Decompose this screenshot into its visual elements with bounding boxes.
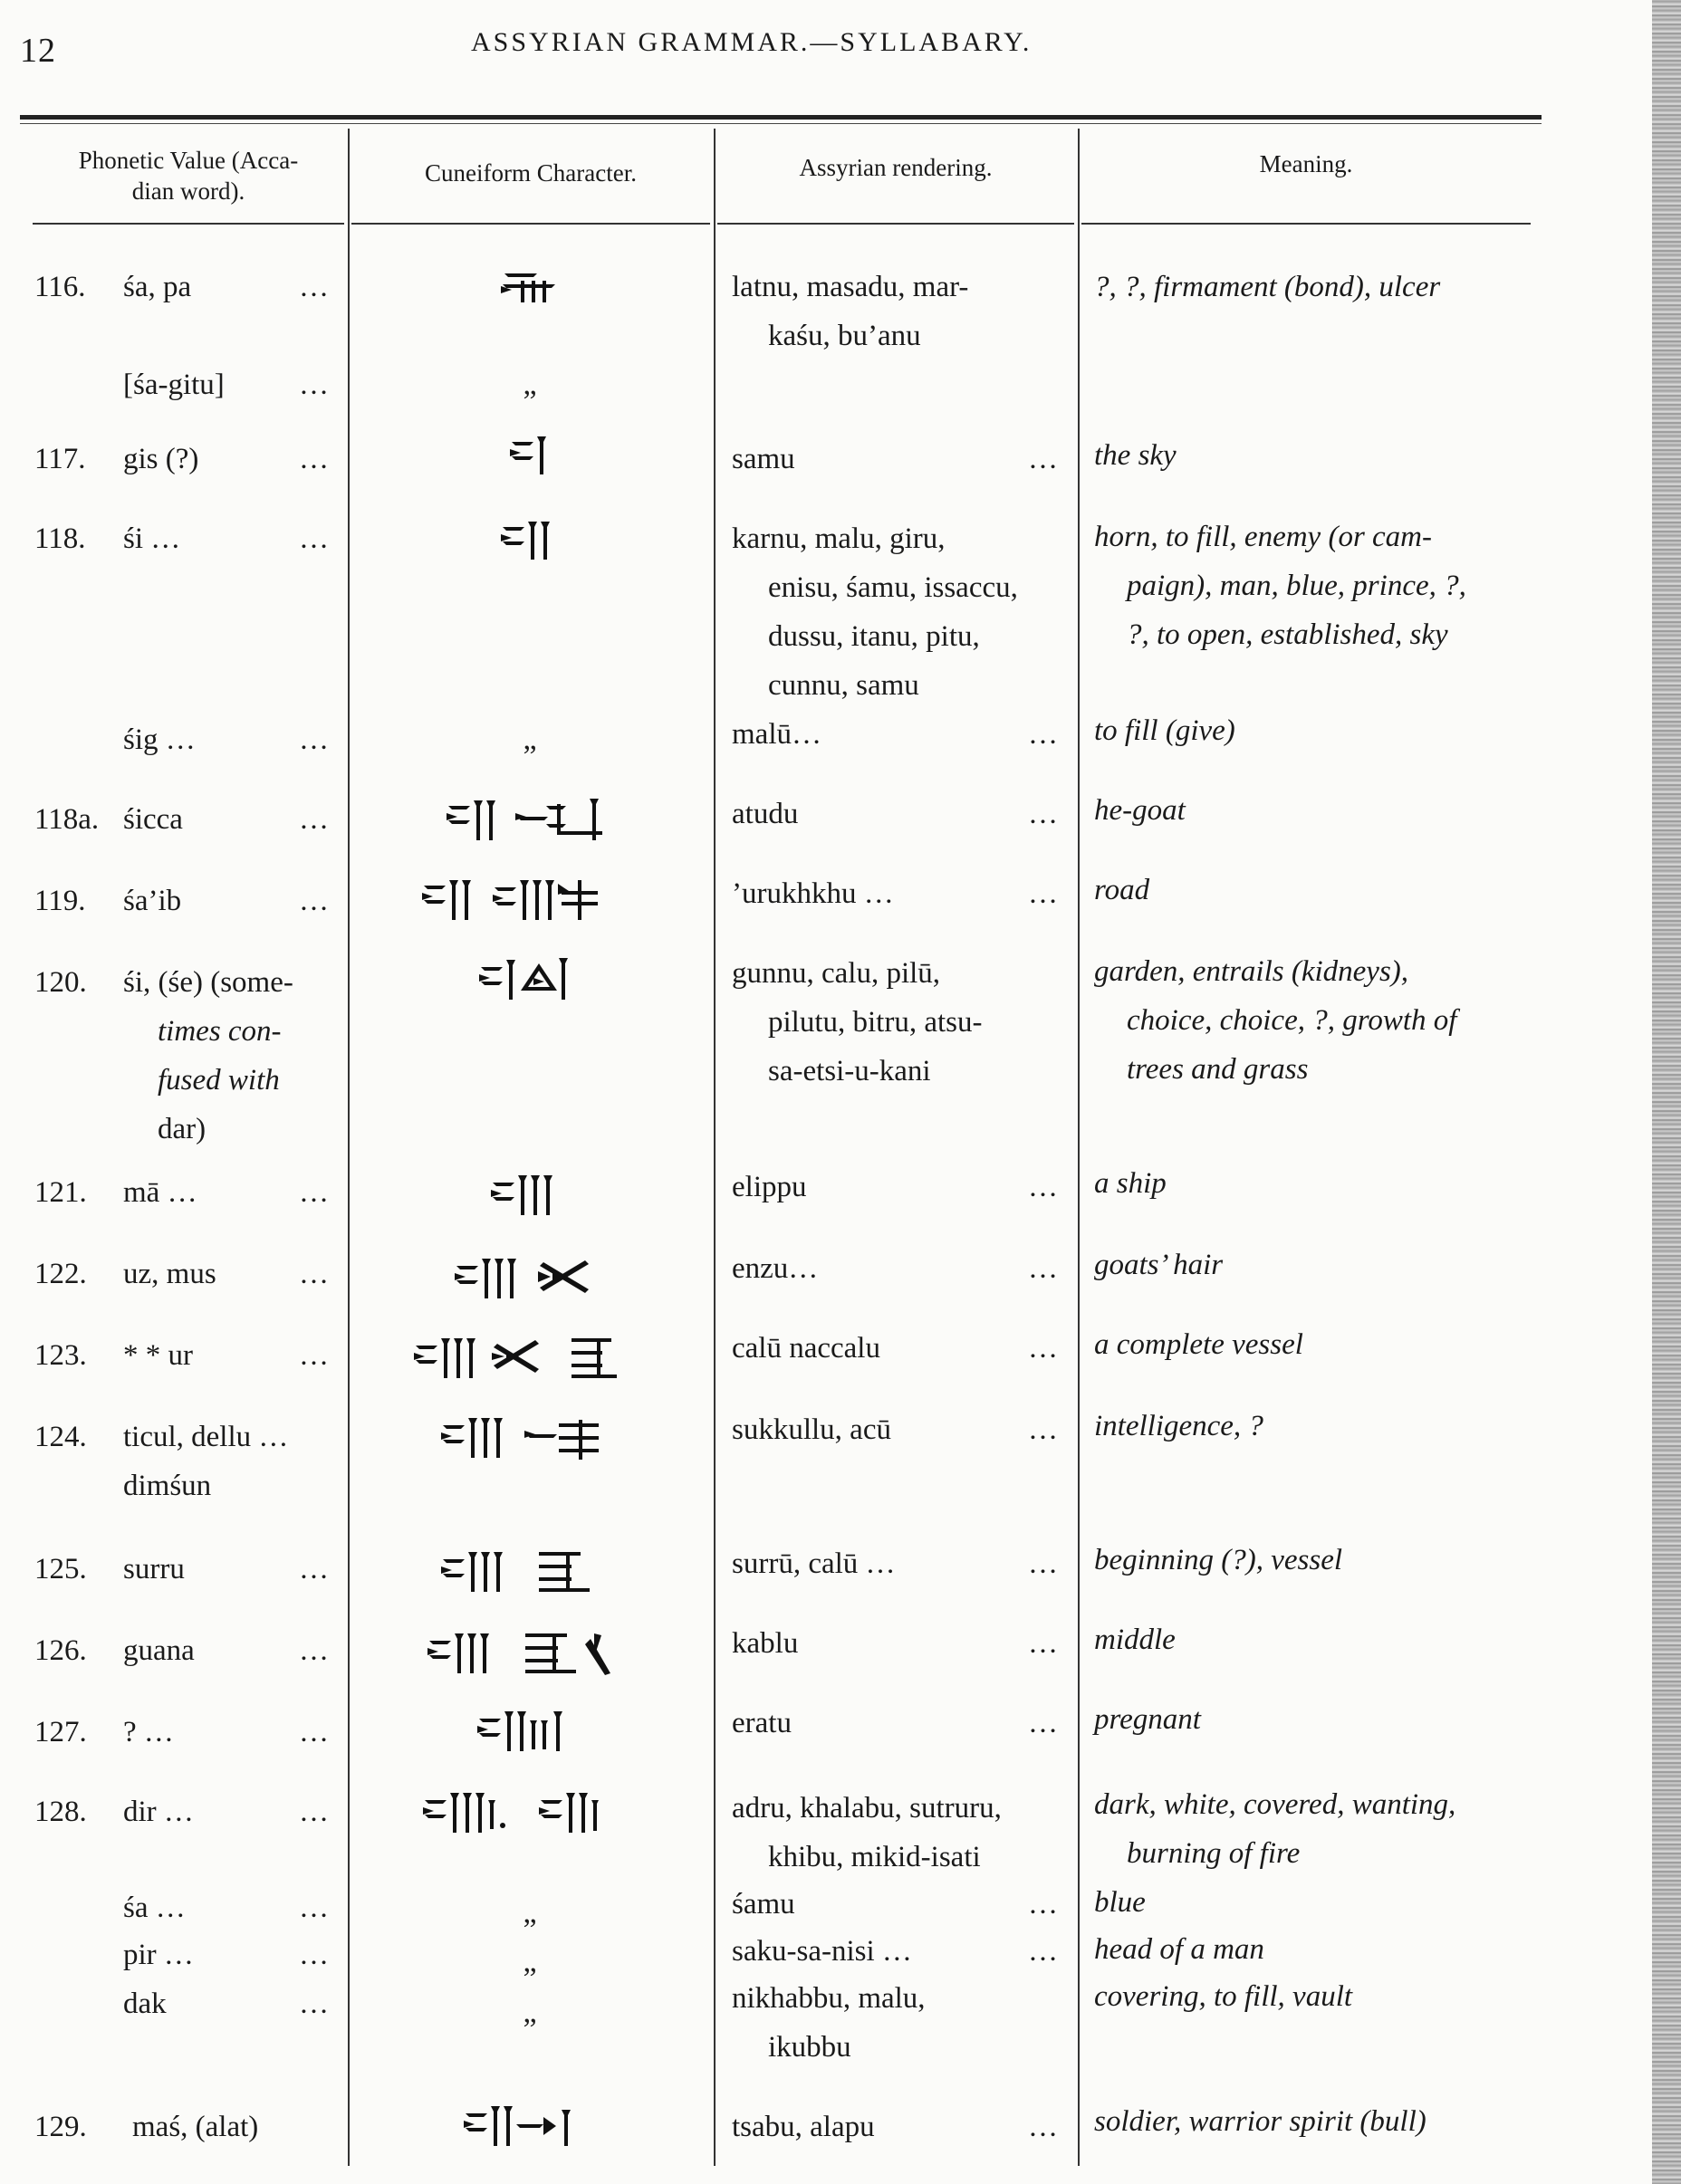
- meaning: a complete vessel: [1094, 1328, 1303, 1361]
- cuneiform-sign-icon: [353, 1784, 706, 1833]
- leader-dots: …: [299, 723, 329, 756]
- leader-dots: …: [1028, 1413, 1058, 1446]
- phonetic-value: śa …: [123, 1892, 186, 1924]
- entry-number: 118a.: [34, 803, 100, 836]
- assyrian-line: samu: [732, 443, 795, 475]
- entry-number: 117.: [34, 443, 86, 475]
- phonetic-value: [śa-gitu]: [123, 369, 225, 401]
- leader-dots: …: [1028, 1935, 1058, 1968]
- assyrian-line: śamu: [732, 1888, 795, 1921]
- meaning-line: burning of fire: [1127, 1837, 1301, 1870]
- column-header-meaning: Meaning.: [1259, 150, 1353, 177]
- leader-dots: …: [299, 1716, 329, 1748]
- phonetic-value: śicca: [123, 803, 183, 836]
- assyrian-line: karnu, malu, giru,: [732, 522, 946, 555]
- meaning-line: dark, white, covered, wanting,: [1094, 1788, 1456, 1821]
- cuneiform-sign-icon: [353, 1166, 706, 1215]
- column-divider: [348, 129, 350, 2166]
- page-number: 12: [20, 32, 56, 70]
- cuneiform-sign-icon: [353, 1702, 706, 1751]
- assyrian-rendering: [732, 710, 1058, 759]
- column-divider: [1078, 129, 1080, 2166]
- phonetic-value: [123, 1413, 331, 1510]
- column-header-phonetic-line2: dian word).: [131, 177, 245, 205]
- phonetic-line: dimśun: [123, 1470, 212, 1502]
- leader-dots: …: [1028, 443, 1058, 475]
- assyrian-rendering: [732, 1244, 1058, 1293]
- assyrian-rendering: [732, 1880, 1058, 1929]
- assyrian-rendering: [732, 869, 1058, 918]
- entry-number: 125.: [34, 1553, 87, 1585]
- phonetic-value: dir …: [123, 1796, 194, 1828]
- phonetic-value: śa’ib: [123, 885, 182, 917]
- leader-dots: …: [299, 369, 329, 401]
- entry-number: 116.: [34, 271, 86, 303]
- assyrian-line: gunnu, calu, pilū,: [732, 957, 941, 990]
- cuneiform-sign-icon: [353, 514, 706, 563]
- phonetic-line: times con-: [158, 1015, 282, 1048]
- meaning-line: ?, to open, established, sky: [1127, 618, 1448, 651]
- assyrian-line: eratu: [732, 1707, 792, 1739]
- meaning-line: choice, choice, ?, growth of: [1127, 1004, 1457, 1037]
- meaning-line: trees and grass: [1127, 1053, 1309, 1086]
- column-header-phonetic-line1: Phonetic Value (Acca-: [78, 147, 299, 174]
- phonetic-line: dar): [158, 1113, 207, 1145]
- meaning-line: paign), man, blue, prince, ?,: [1127, 570, 1466, 602]
- entry-number: 121.: [34, 1176, 87, 1209]
- assyrian-rendering: [732, 435, 1058, 484]
- phonetic-value: dak: [123, 1988, 167, 2020]
- leader-dots: …: [299, 522, 329, 555]
- leader-dots: …: [299, 1796, 329, 1828]
- assyrian-rendering: [732, 1324, 1058, 1373]
- meaning: ?, ?, firmament (bond), ulcer: [1094, 271, 1441, 303]
- header-rule: [717, 223, 1074, 225]
- assyrian-rendering: [732, 1163, 1058, 1212]
- assyrian-rendering: [732, 514, 1058, 710]
- cuneiform-sign-icon: [353, 951, 706, 1000]
- cuneiform-sign-icon: [353, 791, 706, 840]
- leader-dots: …: [299, 443, 329, 475]
- header-rule: [1081, 223, 1531, 225]
- meaning: middle: [1094, 1624, 1176, 1656]
- phonetic-value: ? …: [123, 1716, 174, 1748]
- cuneiform-sign-icon: [353, 1543, 706, 1592]
- leader-dots: …: [1028, 1252, 1058, 1285]
- leader-dots: …: [1028, 2111, 1058, 2143]
- assyrian-rendering: [732, 1927, 1058, 1976]
- assyrian-line: malū…: [732, 718, 821, 751]
- meaning: goats’ hair: [1094, 1249, 1224, 1281]
- leader-dots: …: [299, 1553, 329, 1585]
- assyrian-line: ikubbu: [768, 2031, 851, 2064]
- meaning: blue: [1094, 1886, 1146, 1919]
- assyrian-line: ’urukhkhu …: [732, 877, 894, 910]
- meaning: [1094, 1780, 1547, 1878]
- assyrian-rendering: [732, 949, 1058, 1096]
- phonetic-value: mā …: [123, 1176, 197, 1209]
- leader-dots: …: [299, 1892, 329, 1924]
- leader-dots: …: [299, 885, 329, 917]
- assyrian-rendering: [732, 1699, 1058, 1748]
- leader-dots: …: [1028, 798, 1058, 830]
- assyrian-line: khibu, mikid-isati: [768, 1841, 981, 1873]
- leader-dots: …: [299, 1339, 329, 1372]
- assyrian-line: elippu: [732, 1171, 807, 1203]
- phonetic-value: śa, pa: [123, 271, 192, 303]
- meaning: road: [1094, 874, 1150, 906]
- leader-dots: …: [299, 1939, 329, 1971]
- cuneiform-sign-icon: [353, 1409, 706, 1458]
- column-divider: [714, 129, 716, 2166]
- ditto-mark: „: [523, 1996, 537, 2029]
- meaning: beginning (?), vessel: [1094, 1544, 1343, 1576]
- meaning: soldier, warrior spirit (bull): [1094, 2105, 1426, 2138]
- meaning: covering, to fill, vault: [1094, 1980, 1353, 2013]
- entry-number: 124.: [34, 1421, 87, 1453]
- cuneiform-sign-icon: [353, 1624, 706, 1673]
- leader-dots: …: [299, 1258, 329, 1290]
- leader-dots: …: [299, 803, 329, 836]
- meaning: head of a man: [1094, 1933, 1264, 1966]
- leader-dots: …: [299, 1988, 329, 2020]
- column-header-phonetic: [36, 145, 341, 206]
- assyrian-line: sa-etsi-u-kani: [768, 1055, 931, 1087]
- meaning: intelligence, ?: [1094, 1410, 1263, 1442]
- assyrian-line: nikhabbu, malu,: [732, 1982, 926, 2015]
- entry-number: 123.: [34, 1339, 87, 1372]
- assyrian-rendering: [732, 1974, 1058, 2072]
- entry-number: 128.: [34, 1796, 87, 1828]
- assyrian-line: calū naccalu: [732, 1332, 880, 1365]
- running-head: ASSYRIAN GRAMMAR.—SYLLABARY.: [471, 27, 1033, 57]
- leader-dots: …: [1028, 1171, 1058, 1203]
- entry-number: 129.: [34, 2111, 87, 2143]
- leader-dots: …: [1028, 1547, 1058, 1580]
- top-rule-thin: [20, 123, 1542, 124]
- assyrian-line: pilutu, bitru, atsu-: [768, 1006, 983, 1039]
- leader-dots: …: [1028, 718, 1058, 751]
- phonetic-value: surru: [123, 1553, 185, 1585]
- assyrian-line: sukkullu, acū: [732, 1413, 891, 1446]
- leader-dots: …: [299, 1634, 329, 1667]
- phonetic-value: [123, 958, 331, 1154]
- meaning: [1094, 947, 1547, 1094]
- leader-dots: …: [299, 1176, 329, 1209]
- assyrian-line: cunnu, samu: [768, 669, 919, 702]
- assyrian-rendering: [732, 1539, 1058, 1588]
- header-rule: [33, 223, 344, 225]
- top-rule: [20, 115, 1542, 120]
- meaning: to fill (give): [1094, 714, 1235, 747]
- entry-number: 118.: [34, 522, 86, 555]
- meaning: a ship: [1094, 1167, 1167, 1200]
- ditto-mark: „: [523, 723, 537, 756]
- phonetic-value: uz, mus: [123, 1258, 216, 1290]
- leader-dots: …: [1028, 1332, 1058, 1365]
- entry-number: 127.: [34, 1716, 87, 1748]
- assyrian-line: enisu, śamu, issaccu,: [768, 571, 1018, 604]
- cuneiform-sign-icon: [353, 1250, 706, 1298]
- cuneiform-sign-icon: [353, 263, 706, 311]
- header-rule: [351, 223, 710, 225]
- leader-dots: …: [1028, 1707, 1058, 1739]
- phonetic-line: fused with: [158, 1064, 280, 1097]
- assyrian-line: latnu, masadu, mar-: [732, 271, 969, 303]
- entry-number: 120.: [34, 966, 87, 999]
- meaning: pregnant: [1094, 1703, 1201, 1736]
- assyrian-line: tsabu, alapu: [732, 2111, 875, 2143]
- assyrian-rendering: [732, 1784, 1058, 1882]
- cuneiform-sign-icon: [353, 871, 706, 920]
- entry-number: 122.: [34, 1258, 87, 1290]
- assyrian-line: adru, khalabu, sutruru,: [732, 1792, 1002, 1825]
- ditto-mark: „: [523, 1896, 537, 1930]
- leader-dots: …: [1028, 1888, 1058, 1921]
- phonetic-value: guana: [123, 1634, 195, 1667]
- assyrian-rendering: [732, 790, 1058, 838]
- leader-dots: …: [1028, 877, 1058, 910]
- phonetic-line: śi, (śe) (some-: [123, 966, 293, 999]
- phonetic-value: śi …: [123, 522, 181, 555]
- assyrian-line: enzu…: [732, 1252, 819, 1285]
- phonetic-value: gis (?): [123, 443, 199, 475]
- page-edge: [1652, 0, 1681, 2184]
- assyrian-line: surrū, calū …: [732, 1547, 896, 1580]
- entry-number: 126.: [34, 1634, 87, 1667]
- meaning: the sky: [1094, 439, 1177, 472]
- column-header-cuneiform: Cuneiform Character.: [425, 159, 637, 187]
- meaning: he-goat: [1094, 794, 1186, 827]
- phonetic-value: maś, (alat): [132, 2111, 259, 2143]
- cuneiform-sign-icon: [353, 1329, 706, 1378]
- meaning-line: horn, to fill, enemy (or cam-: [1094, 521, 1433, 553]
- ditto-mark: „: [523, 1945, 537, 1978]
- assyrian-rendering: [732, 1405, 1058, 1454]
- leader-dots: …: [1028, 1627, 1058, 1660]
- assyrian-rendering: [732, 1619, 1058, 1668]
- cuneiform-sign-icon: [353, 429, 706, 478]
- phonetic-line: ticul, dellu …: [123, 1421, 289, 1453]
- ditto-mark: „: [523, 368, 537, 401]
- cuneiform-sign-icon: [353, 2097, 706, 2146]
- assyrian-line: kablu: [732, 1627, 799, 1660]
- phonetic-value: pir …: [123, 1939, 194, 1971]
- assyrian-rendering: [732, 2103, 1058, 2151]
- leader-dots: …: [299, 271, 329, 303]
- entry-number: 119.: [34, 885, 86, 917]
- assyrian-line: dussu, itanu, pitu,: [768, 620, 980, 653]
- column-header-assyrian: Assyrian rendering.: [799, 154, 993, 181]
- meaning: [1094, 512, 1547, 659]
- assyrian-rendering: [732, 263, 1058, 360]
- phonetic-value: śig …: [123, 723, 196, 756]
- phonetic-value: * * ur: [123, 1339, 193, 1372]
- assyrian-line: kaśu, bu’anu: [768, 320, 921, 352]
- assyrian-line: atudu: [732, 798, 799, 830]
- meaning-line: garden, entrails (kidneys),: [1094, 955, 1409, 988]
- assyrian-line: saku-sa-nisi …: [732, 1935, 912, 1968]
